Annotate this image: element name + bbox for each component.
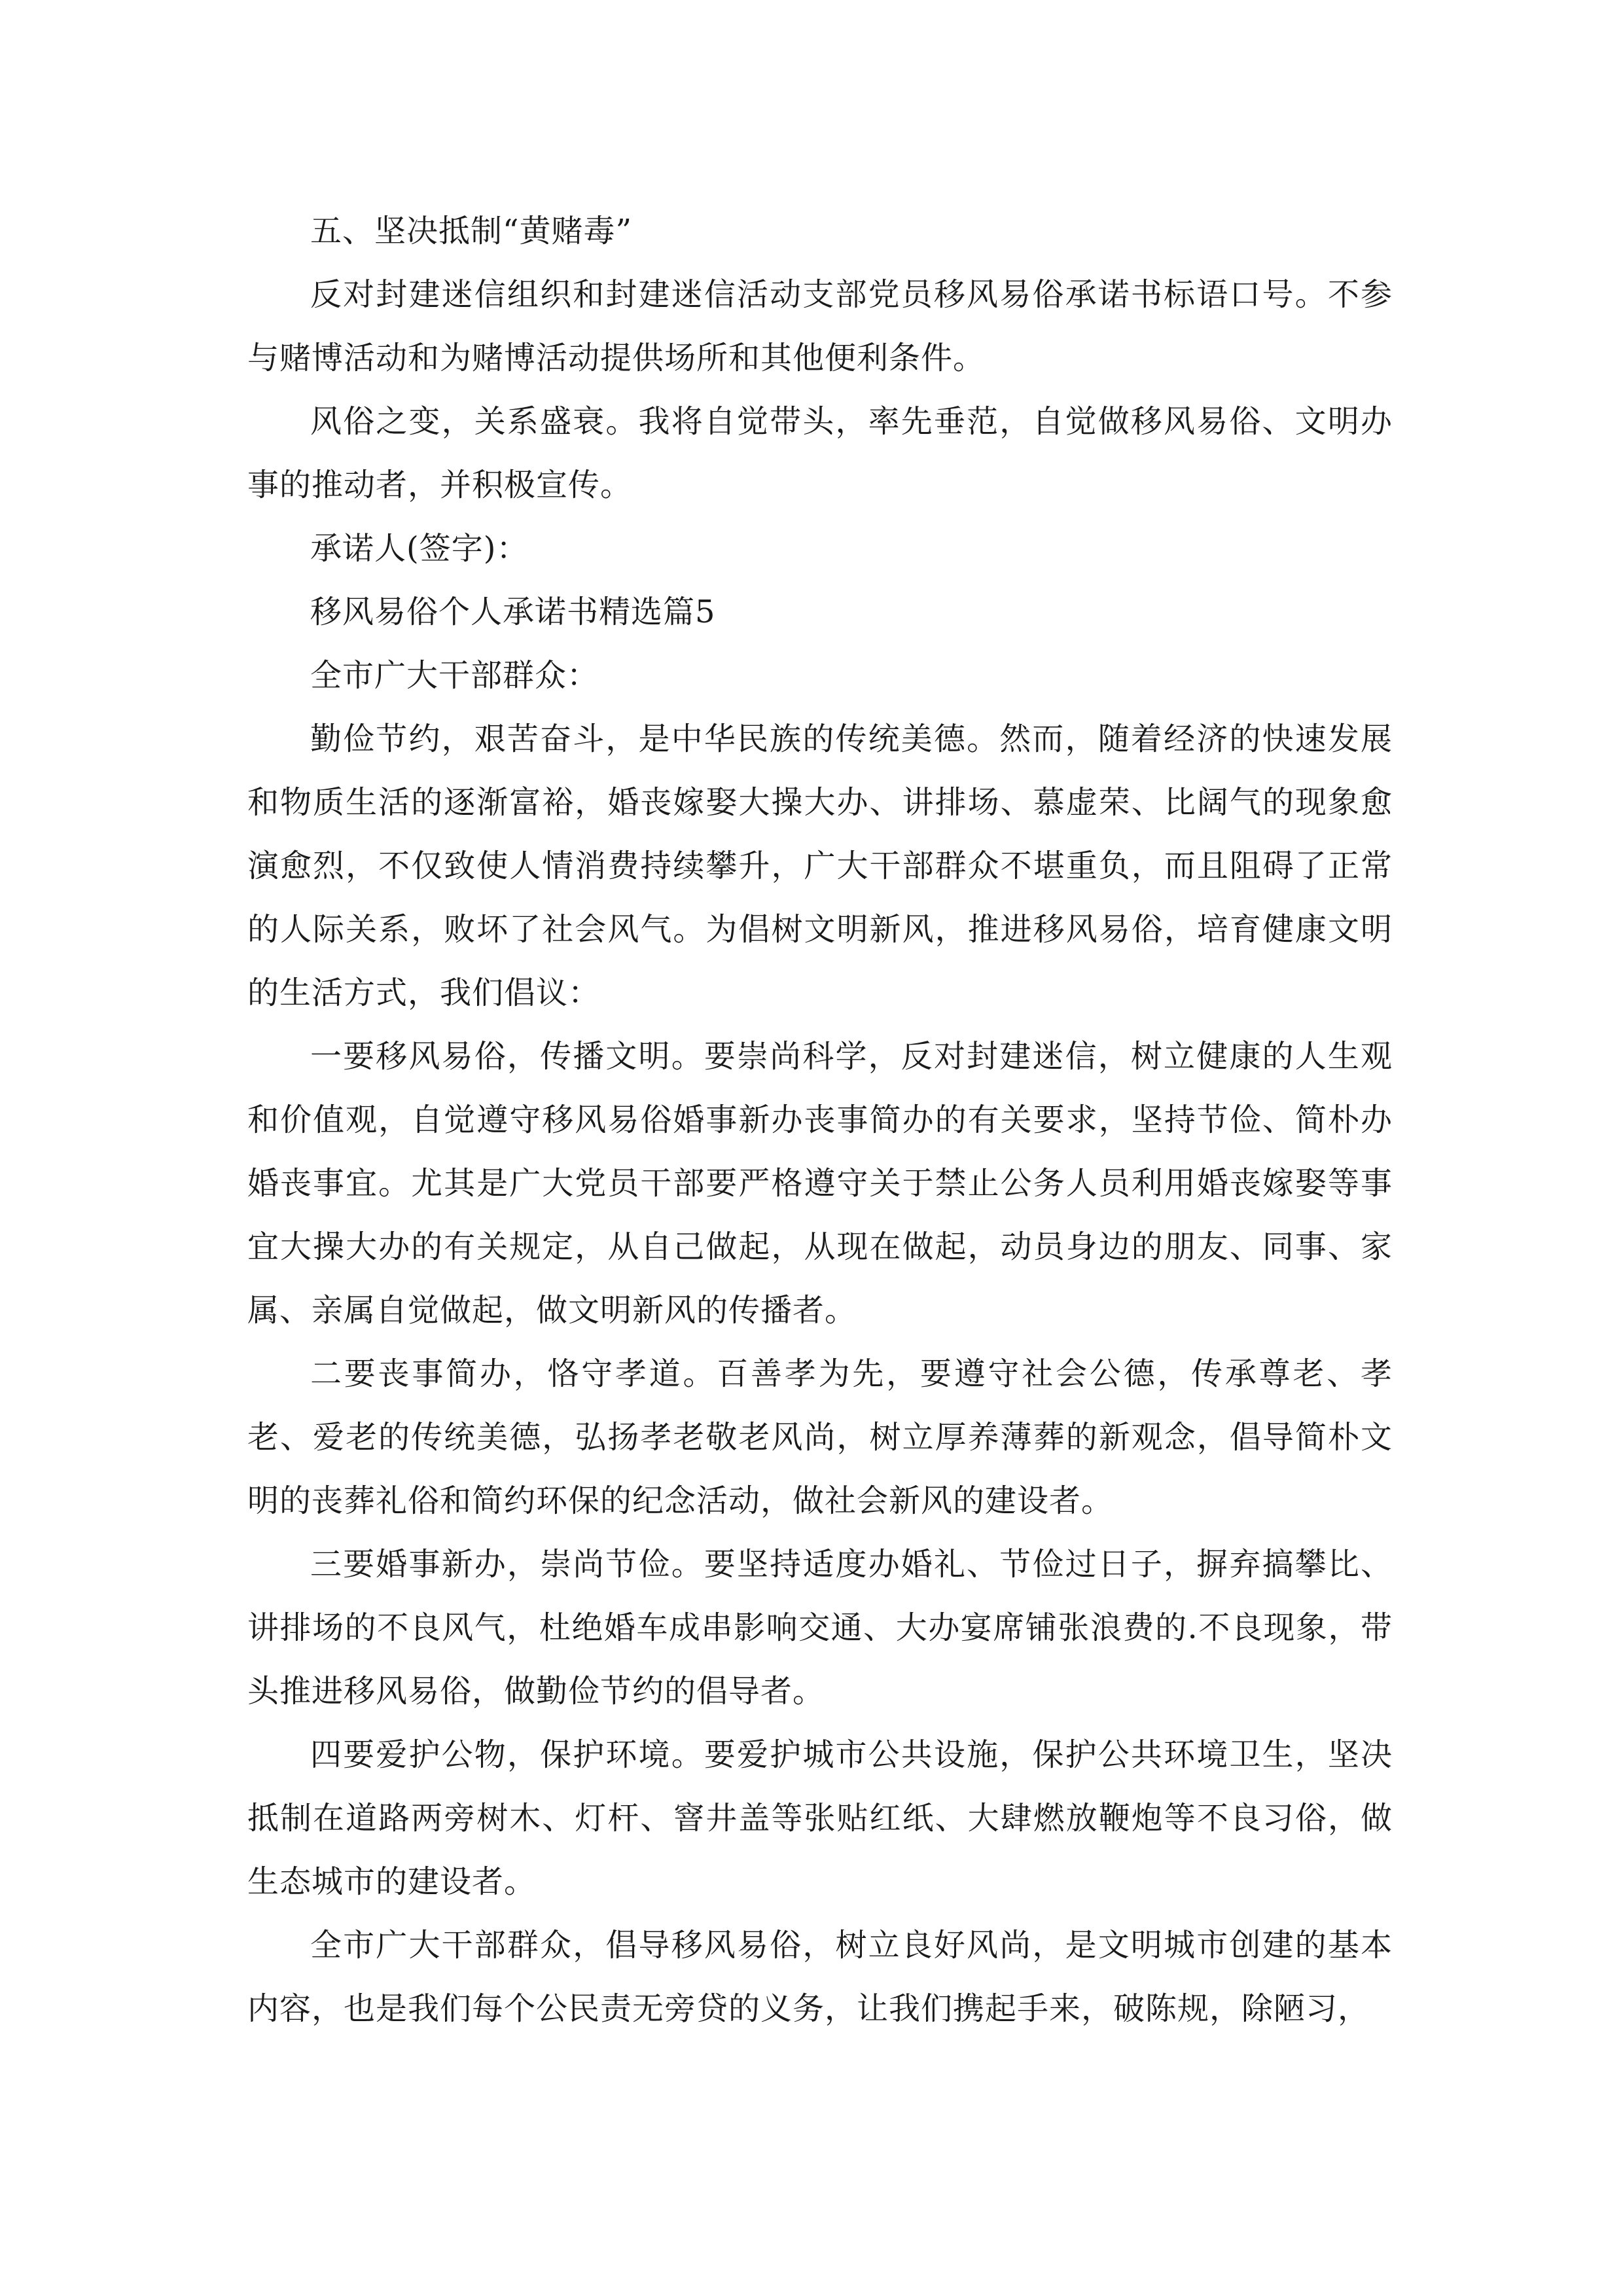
paragraph: 一要移风易俗，传播文明。要崇尚科学，反对封建迷信，树立健康的人生观和价值观，自觉遵守移风易俗婚事新办丧事简办的有关要求，坚持节俭、简朴办婚丧事宜。尤其是广大党员干部要严格遵守关于禁止公务人员利用婚丧嫁娶等事宜大操大办的有关规定，从自己做起，从现在做起，动员身边的朋友、同事、家属、亲属自觉做起，做文明新风的传播者。	[247, 1038, 1393, 1329]
paragraph: 勤俭节约，艰苦奋斗，是中华民族的传统美德。然而，随着经济的快速发展和物质生活的逐渐富裕，婚丧嫁娶大操大办、讲排场、慕虚荣、比阔气的现象愈演愈烈，不仅致使人情消费持续攀升，广大干部群众不堪重负，而且阻碍了正常的人际关系，败坏了社会风气。为倡树文明新风，推进移风易俗，培育健康文明的生活方式，我们倡议：	[247, 721, 1393, 1011]
salutation: 全市广大干部群众：	[310, 657, 599, 694]
section-heading: 五、坚决抵制“黄赌毒”	[310, 213, 633, 249]
paragraph: 三要婚事新办，崇尚节俭。要坚持适度办婚礼、节俭过日子，摒弃搞攀比、讲排场的不良风气，杜绝婚车成串影响交通、大办宴席铺张浪费的.不良现象，带头推进移风易俗，做勤俭节约的倡导者。	[247, 1546, 1393, 1710]
signature-line: 承诺人(签字)：	[310, 530, 529, 567]
paragraph: 二要丧事简办，恪守孝道。百善孝为先，要遵守社会公德，传承尊老、孝老、爱老的传统美德，弘扬孝老敬老风尚，树立厚养薄葬的新观念，倡导简朴文明的丧葬礼俗和简约环保的纪念活动，做社会新风的建设者。	[247, 1355, 1393, 1519]
paragraph: 四要爱护公物，保护环境。要爱护城市公共设施，保护公共环境卫生，坚决抵制在道路两旁树木、灯杆、窨井盖等张贴红纸、大肆燃放鞭炮等不良习俗，做生态城市的建设者。	[247, 1736, 1393, 1900]
paragraph: 反对封建迷信组织和封建迷信活动支部党员移风易俗承诺书标语口号。不参与赌博活动和为赌博活动提供场所和其他便利条件。	[247, 276, 1393, 376]
paragraph: 风俗之变，关系盛衰。我将自觉带头，率先垂范，自觉做移风易俗、文明办事的推动者，并积极宣传。	[247, 403, 1393, 503]
article-title: 移风易俗个人承诺书精选篇5	[310, 594, 716, 630]
paragraph: 全市广大干部群众，倡导移风易俗，树立良好风尚，是文明城市创建的基本内容，也是我们每个公民责无旁贷的义务，让我们携起手来，破陈规，除陋习，	[247, 1927, 1393, 2027]
document-body	[247, 200, 1393, 2041]
